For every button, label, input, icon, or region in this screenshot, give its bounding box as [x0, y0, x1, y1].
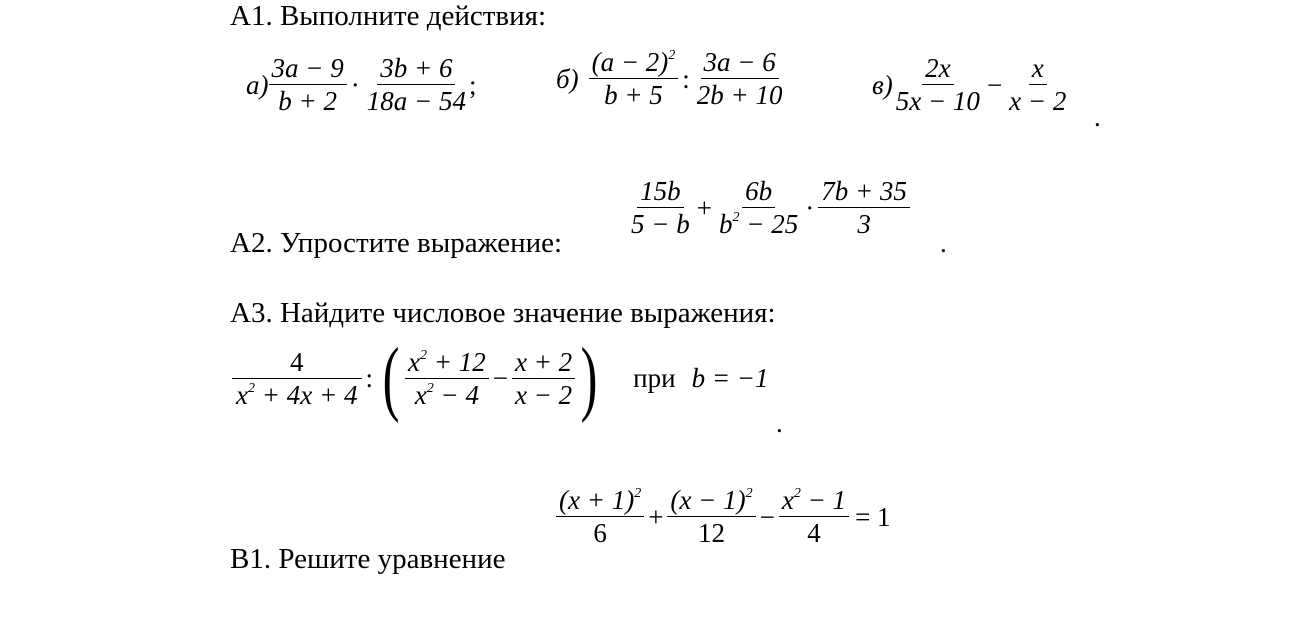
denominator-rest: + 4x + 4	[255, 379, 358, 410]
fraction	[1006, 52, 1069, 117]
item-letter: б)	[556, 63, 579, 94]
right-hand-side: = 1	[855, 501, 891, 532]
operator: +	[648, 501, 664, 532]
fraction	[556, 484, 644, 549]
denominator	[233, 379, 360, 411]
denominator: 2b + 10	[696, 80, 783, 110]
condition-expression: b = −1	[691, 363, 769, 393]
exponent: 2	[248, 380, 256, 396]
denominator: x − 2	[514, 379, 573, 410]
denominator: 3	[857, 209, 871, 239]
numerator-base: x	[781, 485, 794, 515]
denominator: 5 − b	[631, 209, 690, 239]
denominator: 18a − 54	[366, 86, 466, 116]
denominator	[412, 379, 482, 411]
operator: ·	[350, 69, 360, 100]
item-letter: а)	[246, 69, 269, 100]
denominator: b + 5	[604, 80, 663, 110]
denominator-rest: − 4	[433, 379, 479, 410]
right-parenthesis: )	[580, 331, 598, 424]
task-a3-title: А3. Найдите числовое значение выражения:	[230, 297, 776, 329]
operator: −	[492, 363, 508, 393]
numerator: 7b + 35	[818, 175, 910, 208]
fraction	[628, 175, 693, 240]
task-a3-expression	[232, 331, 769, 424]
numerator-rest: − 1	[800, 485, 847, 515]
denominator	[716, 208, 801, 240]
fraction	[667, 484, 755, 549]
numerator: 3b + 6	[377, 52, 455, 85]
fraction	[716, 175, 801, 240]
numerator-base: x	[408, 346, 420, 377]
exponent: 2	[793, 486, 801, 501]
numerator: 2x	[922, 52, 953, 85]
condition-word: при	[633, 363, 676, 393]
task-a1-item-a	[246, 52, 476, 117]
task-a2-end-dot: .	[940, 228, 947, 258]
denominator: b + 2	[278, 86, 337, 116]
numerator-base: (a − 2)	[591, 47, 669, 77]
fraction	[779, 484, 849, 549]
exponent: 2	[732, 210, 740, 225]
exponent: 2	[426, 380, 434, 396]
fraction	[232, 346, 362, 411]
numerator	[667, 484, 755, 517]
numerator-base: (x − 1)	[670, 485, 746, 515]
item-letter: в)	[872, 69, 893, 100]
operator: ·	[805, 192, 815, 223]
numerator	[589, 46, 679, 79]
numerator-rest: + 12	[426, 346, 486, 377]
numerator: 3a − 9	[269, 52, 347, 85]
numerator	[405, 346, 489, 379]
denominator-base: b	[718, 209, 733, 239]
denominator-rest: − 25	[739, 209, 799, 239]
numerator	[779, 484, 849, 517]
numerator	[556, 484, 644, 517]
task-a1-end-dot: .	[1094, 102, 1101, 132]
task-a2-expression	[628, 175, 910, 240]
numerator: x + 2	[512, 346, 575, 379]
operator: −	[759, 501, 775, 532]
task-a1-title: А1. Выполните действия:	[230, 0, 547, 32]
denominator-base: x	[236, 379, 249, 410]
exponent: 2	[745, 486, 753, 501]
task-a3-end-dot: .	[776, 408, 783, 438]
task-a2-title: А2. Упростите выражение:	[230, 227, 563, 259]
fraction	[694, 46, 786, 111]
fraction	[405, 346, 489, 411]
exponent: 2	[668, 48, 676, 63]
numerator: 6b	[742, 175, 775, 208]
denominator-base: x	[414, 379, 427, 410]
numerator: x	[1029, 52, 1047, 85]
left-parenthesis: (	[382, 331, 400, 424]
fraction	[589, 46, 679, 111]
task-b1-title: В1. Решите уравнение	[230, 543, 506, 575]
denominator: 12	[698, 518, 726, 548]
fraction	[364, 52, 469, 117]
fraction	[893, 52, 983, 117]
exponent: 2	[634, 486, 642, 501]
operator: :	[365, 363, 374, 393]
operator: −	[986, 69, 1003, 100]
numerator-base: (x + 1)	[559, 485, 635, 515]
denominator: 5x − 10	[895, 86, 980, 116]
fraction	[818, 175, 910, 240]
numerator: 4	[232, 346, 362, 379]
fraction	[512, 346, 575, 411]
denominator: 4	[807, 518, 821, 548]
operator: +	[696, 192, 712, 223]
task-a1-item-c	[872, 52, 1069, 117]
exponent: 2	[419, 347, 427, 363]
numerator: 3a − 6	[701, 46, 779, 79]
operator: :	[682, 63, 690, 94]
task-b1-equation	[556, 484, 891, 549]
numerator: 15b	[637, 175, 684, 208]
task-a1-item-b	[556, 46, 786, 111]
denominator: x − 2	[1009, 86, 1067, 116]
fraction	[269, 52, 347, 117]
denominator: 6	[593, 518, 607, 548]
punctuation: ;	[468, 69, 477, 100]
